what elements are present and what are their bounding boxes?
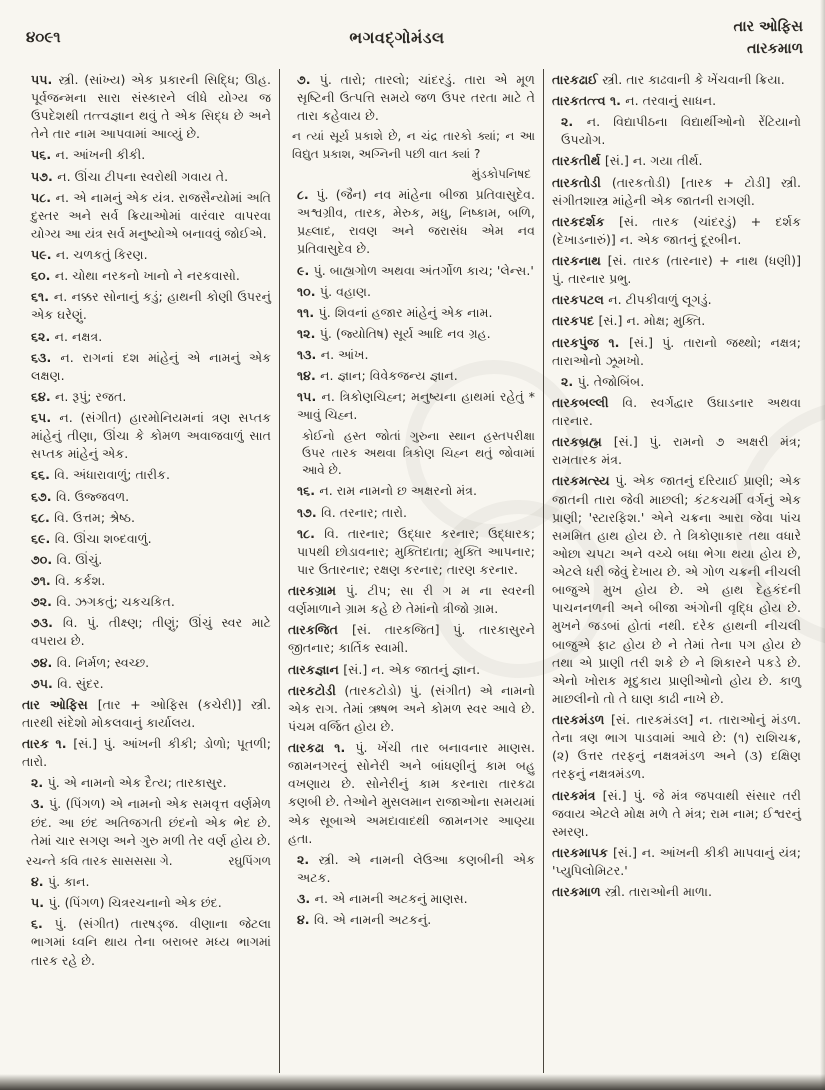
- entry-headword: ૬૮.: [31, 509, 55, 525]
- entry-headword: ૬.: [31, 916, 55, 932]
- column-2: [279, 69, 544, 1073]
- entry-headword: તારકમંડળ: [552, 712, 611, 728]
- dictionary-entry: તારકમંત્ર [સં.] પું. જે મંત્ર જપવાથી સંસાર તરી જવાય એટલે મોક્ષ મળે તે મંત્ર; રામ નામ; ઈશ્વરનું સ્મરણ.: [552, 787, 801, 839]
- entry-headword: ૮.: [297, 187, 317, 203]
- entry-headword: ૨.: [31, 775, 48, 791]
- entry-headword: ૬૩.: [31, 349, 61, 365]
- entry-headword: ૫૭.: [31, 168, 58, 184]
- guide-word-first: તાર ઓફિસ: [733, 19, 803, 35]
- dictionary-entry: ૨. સ્ત્રી. એ નામની લેઉઆ કણબીની એક અટક.: [297, 851, 536, 885]
- citation-source: રઘુપિંગળ: [228, 853, 271, 868]
- dictionary-entry: તારકજિત [સં. તારકજિત] પું. તારકાસુરને જીતનાર; કાર્તિક સ્વામી.: [288, 622, 535, 656]
- entry-headword: ૭.: [297, 71, 320, 87]
- entry-headword: તારકતોડી: [552, 174, 612, 190]
- entry-headword: ૪.: [31, 874, 48, 890]
- entry-headword: ૧૪.: [297, 368, 321, 384]
- entry-headword: ૭૩.: [31, 615, 63, 631]
- entry-headword: તારકપુંજ ૧.: [552, 334, 629, 350]
- entry-headword: ૫૯.: [31, 247, 56, 263]
- entry-headword: ૩.: [297, 891, 315, 907]
- entry-headword: ૩.: [31, 796, 49, 812]
- entry-headword: ૫૬.: [31, 147, 56, 163]
- entry-headword: ૨.: [561, 373, 578, 389]
- dictionary-entry: તારકતત્ત્વ ૧. ન. તરવાનું સાધન.: [552, 93, 717, 109]
- dictionary-entry: તાર ઓફિસ [તાર + ઓફિસ (કચેરી)] સ્ત્રી. તારથી સંદેશો મોકલવાનું કાર્યાલય.: [22, 696, 271, 730]
- book-title: ભગવદ્ગોમંડલ: [349, 28, 445, 47]
- dictionary-entry: ૧૦. પું. વહાણ.: [297, 283, 371, 299]
- entry-headword: તારકબ્રહ્મ: [552, 434, 614, 450]
- entry-headword: તારકમાપક: [552, 844, 613, 860]
- entry-headword: ૧૧.: [297, 304, 319, 320]
- entry-headword: તારકનાથ: [552, 253, 608, 269]
- dictionary-entry: તારકમત્સ્ય પું. એક જાતનું દરિયાઈ પ્રાણી; એક જાતની તારા જેવી માછલી; કંટકચર્મી વર્ગનું એક પ્રાણી; 'સ્ટારફિશ.' એને ચક્રના આરા જેવા પાંચ સમમિત હાથ હોય છે. તે ત્રિકોણાકાર તથા વધારે ઓછા ચપટા અને વચ્ચે બધા ભેગા થયા હોય છે, એટલે ધરી જેવું દેખાય છે. એ ગોળ ચક્રની નીચલી બાજુએ મુખ હોય છે. એ હાથ દેહકંદની પાચનનળની અને બીજા અંગોની વૃદ્ધિ હોય છે. મુખને જડબાં હોતાં નથી. દરેક હાથની નીચલી બાજુએ ફાટ હોય છે ને તેમાં તેના પગ હોય છે તથા એ પ્રાણી તરી શકે છે ને શિકારને પકડે છે. એનો ખોરાક મૃદુકાય પ્રાણીઓનો હોય છે. કાળુ માછલીનો તો તે ઘાણ કાઢી નાખે છે.: [552, 473, 801, 706]
- dictionary-entry: ૧૪. ન. જ્ઞાન; વિવેકજન્ય જ્ઞાન.: [297, 368, 458, 384]
- dictionary-entry: ૧૫. ન. ત્રિકોણચિહ્ન; મનુષ્યના હાથમાં રહેતું * આવું ચિહ્ન.: [297, 389, 535, 423]
- dictionary-entry: ૬૭. વિ. ઉજ્જવળ.: [31, 488, 130, 504]
- dictionary-entry: ૬૨. ન. નક્ષત્ર.: [31, 328, 103, 344]
- scan-edge: [0, 1074, 825, 1090]
- entry-line: રઘુપિંગળ રચન્તે કવિ તારક સાસસસા ગે.: [22, 853, 271, 870]
- page-header: [0, 0, 825, 65]
- dictionary-entry: ૭. પું. તારો; તારલો; ચાંદરડું. તારા એ મૂળ સૃષ્ટિની ઉત્પત્તિ સમયે જળ ઉપર તરતા માટે તે તારા કહેવાય છે.: [297, 71, 535, 124]
- dictionary-entry: ૨. પું. એ નામનો એક દૈત્ય; તારકાસુર.: [31, 775, 227, 791]
- dictionary-entry: તારકપુંજ ૧. [સં.] પું. તારાનો જથ્થો; નક્ષત્ર; તારાઓનો ઝૂમખો.: [552, 334, 801, 368]
- guide-words: [733, 16, 803, 61]
- dictionary-entry: ૩. પું. (પિંગળ) એ નામનો એક સમવૃત્ત વર્ણમેળ છંદ. આ છંદ અતિજગતી છંદનો એક ભેદ છે. તેમાં ચાર સગણ અને ગુરુ મળી તેર વર્ણ હોય છે.: [31, 796, 272, 848]
- dictionary-entry: ૫૮. ન. એ નામનું એક યંત્ર. રાજસૈન્યોમાં અતિ દુસ્તર અને સર્વ ક્રિયાઓમાં વારંવાર વાપરવા યોગ્ય આ યંત્ર સર્વ મનુષ્યોએ બનાવવું જોઈએ.: [31, 189, 271, 241]
- dictionary-entry: ૫૬. ન. આંખની કીકી.: [31, 147, 146, 163]
- dictionary-entry: ૧૭. વિ. તરનાર; તારો.: [297, 504, 407, 520]
- dictionary-entry: ૬૬. વિ. અંધારાવાળું; તારીક.: [31, 467, 170, 483]
- entry-headword: ૭૫.: [31, 675, 58, 691]
- dictionary-entry: ૬૦. ન. ચોથા નરકનો ખાનો ને નરકવાસો.: [31, 268, 240, 284]
- entry-headword: ૬૪.: [31, 388, 56, 404]
- dictionary-entry: તારકતીર્થ [સં.] ન. ગયા તીર્થ.: [552, 153, 703, 169]
- dictionary-entry: ૭૫. વિ. સુંદર.: [31, 675, 104, 691]
- dictionary-entry: ૬. પું. (સંગીત) તારષડ્જ. વીણાના જેટલા ભાગમાં ધ્વનિ થાય તેના બરાબર મધ્ય ભાગમાં તારક રહે છે.: [31, 916, 271, 968]
- entry-headword: તારકબલ્લી: [552, 394, 623, 410]
- entry-headword: ૬૫.: [31, 410, 60, 426]
- dictionary-entry: તારકદર્શક [સં. તારક (ચાંદરડું) + દર્શક (દેખાડનારું)] ન. એક જાતનું દૂરબીન.: [552, 213, 801, 247]
- entry-headword: તારકમત્સ્ય: [552, 473, 616, 489]
- guide-word-last: તારકમાળ: [747, 41, 803, 58]
- dictionary-entry: તારકગ્રામ પું. ટીપ; સા રી ગ મ ના સ્વરની વર્ણમાળાને ગ્રામ કહે છે તેમાંનો ત્રીજો ગ્રામ.: [288, 583, 535, 617]
- entry-headword: ૧૩.: [297, 347, 321, 363]
- entry-headword: તારક ૧.: [22, 736, 74, 752]
- dictionary-entry: ૫. પું. (પિંગળ) ચિત્રરચનાનો એક છંદ.: [31, 895, 222, 911]
- dictionary-entry: તારકપટલ ન. ટીપકીવાળું લૂગડું.: [552, 292, 712, 308]
- entry-headword: તારકતીર્થ: [552, 153, 605, 169]
- dictionary-entry: ૬૯. વિ. ઊંચા શબ્દવાળું.: [31, 530, 152, 546]
- dictionary-entry: ૪. પું. કાન.: [31, 874, 90, 890]
- dictionary-entry: તારકમંડળ [સં. તારકમંડલ] ન. તારાઓનું મંડળ. તેના ત્રણ ભાગ પાડવામાં આવે છે: (૧) રાશિચક્ર, (૨) ઉત્તર તરફનું નક્ષત્રમંડળ અને (૩) દક્ષિણ તરફનું નક્ષત્રમંડળ.: [552, 712, 801, 782]
- entry-headword: તારકપદ: [552, 313, 599, 329]
- dictionary-entry: ૭૪. વિ. નિર્મળ; સ્વચ્છ.: [31, 654, 150, 670]
- entry-headword: ૭૪.: [31, 654, 57, 670]
- entry-line: ન ત્યાં સૂર્ય પ્રકાશે છે, ન ચંદ્ર તારકો ક્યાં; ન આ વિદ્યુત પ્રકાશ, અગ્નિની પછી વાત ક્યાં ?: [292, 129, 535, 161]
- dictionary-entry: તારકજ્ઞાન [સં.] ન. એક જાતનું જ્ઞાન.: [288, 661, 481, 677]
- dictionary-entry: તારકમાપક [સં.] ન. આંખની કીકી માપવાનું યંત્ર; 'પ્યુપિલોમિટર.': [552, 844, 801, 879]
- entry-headword: ૧૭.: [297, 504, 322, 520]
- entry-headword: ૫૮.: [31, 189, 56, 205]
- entry-headword: ૨.: [297, 851, 319, 867]
- dictionary-entry: ૮. પું. (જૈન) નવ માંહેના બીજા પ્રતિવાસુદેવ. અશ્વગ્રીવ, તારક, મેરુક, મધુ, નિષ્કામ, બળિ, પ્રહ્લાદ, રાવણ અને જરાસંધ એમ નવ પ્રતિવાસુદેવ છે.: [297, 187, 535, 257]
- dictionary-entry: ૪. વિ. એ નામની અટકનું.: [297, 912, 432, 928]
- text-columns: [0, 65, 825, 1073]
- dictionary-entry: ૬૩. ન. રાગનાં દશ માંહેનું એ નામનું એક લક્ષણ.: [31, 349, 271, 383]
- entry-headword: ૬૯.: [31, 530, 55, 546]
- dictionary-entry: ૧૮. વિ. તારનાર; ઉદ્ધાર કરનાર; ઉદ્ધારક; પાપથી છોડાવનાર; મુક્તિદાતા; મુક્તિ આપનાર; પાર ઉતારનાર; રક્ષણ કરનાર; તારણ કરનાર.: [297, 525, 535, 577]
- entry-headword: ૭૧.: [31, 573, 56, 589]
- dictionary-entry: ૫૭. ન. ઊંચા ટીપના સ્વરોથી ગવાય તે.: [31, 168, 229, 184]
- dictionary-entry: ૨. પું. તેજોબિંબ.: [561, 373, 645, 389]
- dictionary-entry: તારકનાથ [સં. તારક (તારનાર) + નાથ (ધણી)] પું. તારનાર પ્રભુ.: [552, 253, 801, 287]
- entry-line: હસ્તપરીક્ષા કોઈનો હસ્ત જોતાં ગુરુના સ્થાન ઉપર તારક અથવા ત્રિકોણ ચિહ્ન થતું જોવામાં આવે છે.: [302, 428, 535, 478]
- entry-headword: ૬૭.: [31, 488, 56, 504]
- dictionary-entry: ૭૧. વિ. કર્કશ.: [31, 573, 106, 589]
- dictionary-entry: ૭૩. વિ. પું. તીક્ષ્ણ; તીણું; ઊંચું સ્વર માટે વપરાય છે.: [31, 615, 271, 649]
- dictionary-entry: તારકબ્રહ્મ [સં.] પું. રામનો ૭ અક્ષરી મંત્ર; રામતારક મંત્ર.: [552, 434, 801, 468]
- entry-headword: ૭૨.: [31, 594, 57, 610]
- entry-headword: તારકપટલ: [552, 292, 609, 308]
- column-3: [544, 69, 809, 1073]
- entry-headword: ૧૬.: [297, 483, 320, 499]
- entry-headword: ૬૬.: [31, 467, 55, 483]
- entry-headword: તારકઢા ૧.: [288, 740, 356, 756]
- dictionary-entry: ૫૫. સ્ત્રી. (સાંખ્ય) એક પ્રકારની સિદ્ધિ; ઊહ. પૂર્વજન્મના સારા સંસ્કારને લીધે યોગ્ય જ ઉપદેશથી તત્ત્વજ્ઞાન થવું તે એક સિદ્ધ છે અને તેને તાર નામ આપવામાં આવ્યું છે.: [31, 71, 271, 142]
- entry-headword: ૧૨.: [297, 325, 320, 341]
- scan-edge: [820, 0, 825, 1090]
- entry-headword: તારકઢાઈ: [552, 71, 603, 87]
- dictionary-entry: તારકપદ [સં.] ન. મોક્ષ; મુક્તિ.: [552, 313, 706, 329]
- dictionary-entry: ૨. ન. વિદ્યાપીઠના વિદ્યાર્થીઓનો રેંટિયાનો ઉપયોગ.: [561, 114, 801, 148]
- dictionary-entry: ૬૧. ન. નક્કર સોનાનું કડું; હાથની કોણી ઉપરનું એક ઘરેણું.: [31, 289, 271, 323]
- column-1: [14, 69, 279, 1073]
- dictionary-entry: ૧૧. પું. શિવનાં હજાર માંહેનું એક નામ.: [297, 304, 493, 320]
- entry-headword: તારકદર્શક: [552, 213, 619, 229]
- dictionary-entry: તારકઢાઈ સ્ત્રી. તાર કાઢવાની કે ખેંચવાની ક્રિયા.: [552, 71, 785, 87]
- dictionary-entry: તારકતોડી (તારકતોડી) [તારક + ટોડી] સ્ત્રી. સંગીતશાસ્ત્ર માંહેની એક જાતની રાગણી.: [552, 174, 801, 208]
- entry-headword: તાર ઓફિસ: [22, 696, 98, 712]
- entry-headword: ૯.: [297, 262, 314, 278]
- dictionary-entry: ૬૪. ન. રૂપું; રજત.: [31, 388, 127, 404]
- dictionary-entry: ૬૫. ન. (સંગીત) હારમોનિયમનાં ત્રણ સપ્તક માંહેનું તીણા, ઊંચા કે કોમળ અવાજવાળું સાત સપ્તક માંહેનું એક.: [31, 410, 272, 462]
- dictionary-entry: ૭૨. વિ. ઝગકતું; ચકચકિત.: [31, 594, 175, 610]
- entry-headword: ૬૦.: [31, 268, 55, 284]
- dictionary-entry: ૧૬. ન. રામ નામનો છ અક્ષરનો મંત્ર.: [297, 483, 478, 499]
- entry-line: મુંડકોપનિષદ: [471, 166, 531, 181]
- entry-headword: તારકતત્ત્વ ૧.: [552, 93, 626, 109]
- entry-headword: ૪.: [297, 912, 314, 928]
- dictionary-entry: તારક ૧. [સં.] પું. આંખની કીકી; ડોળો; પૂતળી; તારો.: [22, 736, 272, 770]
- entry-headword: ૧૮.: [297, 525, 325, 541]
- dictionary-entry: તારકઢા ૧. પું. ખેંચી તાર બનાવનાર માણસ. જામનગરનું સોનેરી અને બાંધણીનું કામ બહુ વખણાય છે. સોનેરીનું કામ કરનારા તારકઢા કણબી છે. તેઓને મુસલમાન રાજાઓના સમયમાં એક સૂબાએ અમદાવાદથી જામનગર આણ્યા હતા.: [288, 740, 535, 846]
- entry-headword: ૧૫.: [297, 389, 322, 405]
- entry-headword: ૫.: [31, 895, 49, 911]
- entry-headword: ૧૦.: [297, 283, 320, 299]
- entry-headword: તારકટોડી: [288, 682, 345, 698]
- dictionary-entry: ૧૩. ન. આંખ.: [297, 347, 369, 363]
- dictionary-entry: ૫૯. ન. ચળકતું કિરણ.: [31, 247, 148, 263]
- entry-headword: તારકમાળ: [552, 884, 606, 900]
- dictionary-entry: તારકટોડી (તારકટોડો) પું. (સંગીત) એ નામનો એક રાગ. તેમાં ઋષભ અને કોમળ સ્વર આવે છે. પંચમ વર્જિત હોય છે.: [288, 682, 535, 734]
- dictionary-entry: તારકબલ્લી વિ. સ્વર્ગદ્વાર ઉઘાડનાર અથવા તારનાર.: [552, 394, 801, 429]
- page-number: ૪૦૯૧: [26, 28, 61, 46]
- entry-headword: ૬૧.: [31, 289, 54, 305]
- entry-headword: તારકગ્રામ: [288, 583, 346, 599]
- entry-headword: તારકજિત: [288, 622, 352, 638]
- citation-source: હસ્તપરીક્ષા: [483, 428, 535, 443]
- dictionary-entry: ૩. ન. એ નામની અટકનું માણસ.: [297, 891, 468, 907]
- entry-headword: ૬૨.: [31, 328, 55, 344]
- dictionary-entry: ૭૦. વિ. ઊંચું.: [31, 551, 103, 567]
- entry-headword: ૭૦.: [31, 551, 57, 567]
- entry-headword: ૫૫.: [31, 71, 59, 87]
- dictionary-entry: ૧૨. પું. (જ્યોતિષ) સૂર્ય આદિ નવ ગ્રહ.: [297, 325, 491, 341]
- entry-headword: તારકજ્ઞાન: [288, 661, 344, 677]
- dictionary-entry: ૯. પું. બાહ્યગોળ અથવા અંતર્ગોળ કાચ; 'લેન્સ.': [297, 262, 534, 278]
- entry-headword: તારકમંત્ર: [552, 787, 603, 803]
- dictionary-entry: તારકમાળ સ્ત્રી. તારાઓની માળા.: [552, 884, 712, 900]
- dictionary-entry: ૬૮. વિ. ઉત્તમ; શ્રેષ્ઠ.: [31, 509, 136, 525]
- entry-headword: ૨.: [561, 114, 587, 130]
